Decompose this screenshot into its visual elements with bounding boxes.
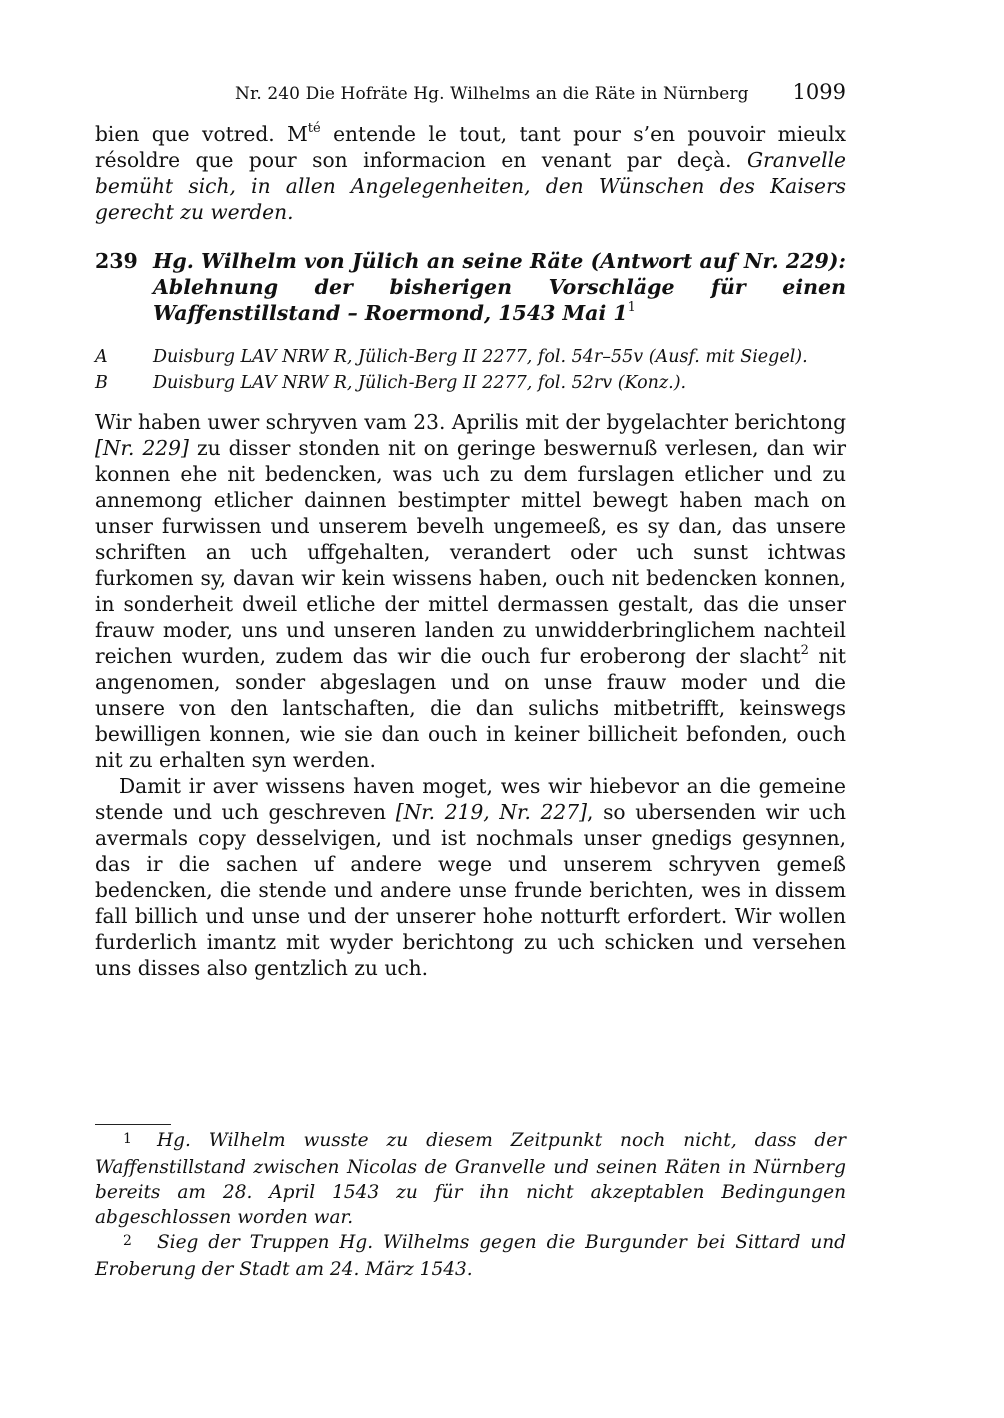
entry-heading [95,248,846,326]
body-paragraph-1 [95,409,846,773]
running-head-title: Nr. 240 Die Hofräte Hg. Wilhelms an die Räte in Nürnberg [235,84,749,104]
body-text: zu disser stonden nit on geringe beswernuß verlesen, dan wir konnen ehe nit bedencken, was uch zu dem furslagen etlicher und zu annemong etlicher dainnen bestimpter mittel bewegt haben mach on unser furwissen und unserem bevelh ungemeeß, es sy dan, das unsere schriften an uch uffgehalten, verandert oder uch sunst ichtwas furkomen sy, davan wir kein wissens haben, ouch nit bedencken konnen, in sonderheit dweil etliche der mittel dermassen gestalt, das die unser frauw moder, uns und unseren landen zu unwidderbringlichem nachteil reichen wurden, zudem das wir die ouch fur eroberong der slacht [95,436,846,668]
footnote-ref: 2 [800,643,809,659]
source-description: Duisburg LAV NRW R, Jülich-Berg II 2277, fol. 54r–55v (Ausf. mit Siegel). [153,347,808,367]
source-siglum: B [95,373,108,393]
footnote-text: Sieg der Truppen Hg. Wilhelms gegen die Burgunder bei Sittard und Eroberung der Stadt am 24. März 1543. [95,1232,846,1280]
body-text: Damit ir aver wissens haven moget, wes wir hiebevor an die gemeine stende und uch geschreven [95,774,846,824]
top-italic-summary: Granvelle bemüht sich, in allen Angelegenheiten, den Wünschen des Kaisers gerecht zu werden. [95,148,846,224]
body-paragraph-2 [95,773,846,981]
source-item [95,344,846,370]
entry-title: Hg. Wilhelm von Jülich an seine Räte (Antwort auf Nr. 229): Ablehnung der bisherigen Vorschläge für einen Waffenstillstand – Roermond, 1543 Mai 1 [153,249,846,325]
entry-footnote-ref: 1 [627,300,636,316]
letter-body [95,409,846,981]
top-text-1: bien que votred. M [95,122,308,146]
source-siglum: A [95,347,108,367]
footnote-number: 2 [123,1233,132,1249]
top-text-2: entende le tout, tant pour s’en pouvoir mieulx résoldre que pour son informacion en venant par deçà. [95,122,846,172]
footnote [95,1230,846,1282]
body-text: , so ubersenden wir uch avermals copy desselvigen, und ist nochmals unser gnedigs gesynnen, das ir die sachen uf andere wege und unserem schryven gemeß bedencken, die stende und andere unse frunde berichten, wes in dissem fall billich und unse und der unserer hohe notturft erfordert. Wir wollen furderlich imantz mit wyder berichtong zu uch schicken und versehen uns disses also gentzlich zu uch. [95,800,846,980]
footnote-text: Hg. Wilhelm wusste zu diesem Zeitpunkt noch nicht, dass der Waffenstillstand zwischen Nicolas de Granvelle und seinen Räten in Nürnberg bereits am 28. April 1543 zu für ihn nicht akzeptablen Bedingungen abgeschlossen worden war. [95,1130,846,1228]
top-paragraph [95,121,846,225]
footnote [95,1128,846,1230]
source-list [95,344,846,396]
body-text: nit angenomen, sonder abgeslagen und on unse frauw moder und die unsere von den lantschaften, die dan sulichs mitbetrifft, keinswegs bewilligen konnen, wie sie dan ouch in keiner billicheit befonden, ouch nit zu erhalten syn werden. [95,644,846,772]
page-number: 1099 [792,80,846,104]
cross-reference: [Nr. 229] [95,436,189,460]
source-item [95,370,846,396]
body-text: Wir haben uwer schryven vam 23. Aprilis mit der bygelachter berichtong [95,410,846,434]
running-head [95,82,846,108]
entry-number: 239 [95,249,138,273]
cross-reference: [Nr. 219, Nr. 227] [395,800,587,824]
footnote-rule [95,1124,171,1125]
footnote-number: 1 [123,1131,132,1147]
footnotes [95,1128,846,1282]
source-description: Duisburg LAV NRW R, Jülich-Berg II 2277, fol. 52rv (Konz.). [153,373,687,393]
top-superscript: té [307,121,321,137]
